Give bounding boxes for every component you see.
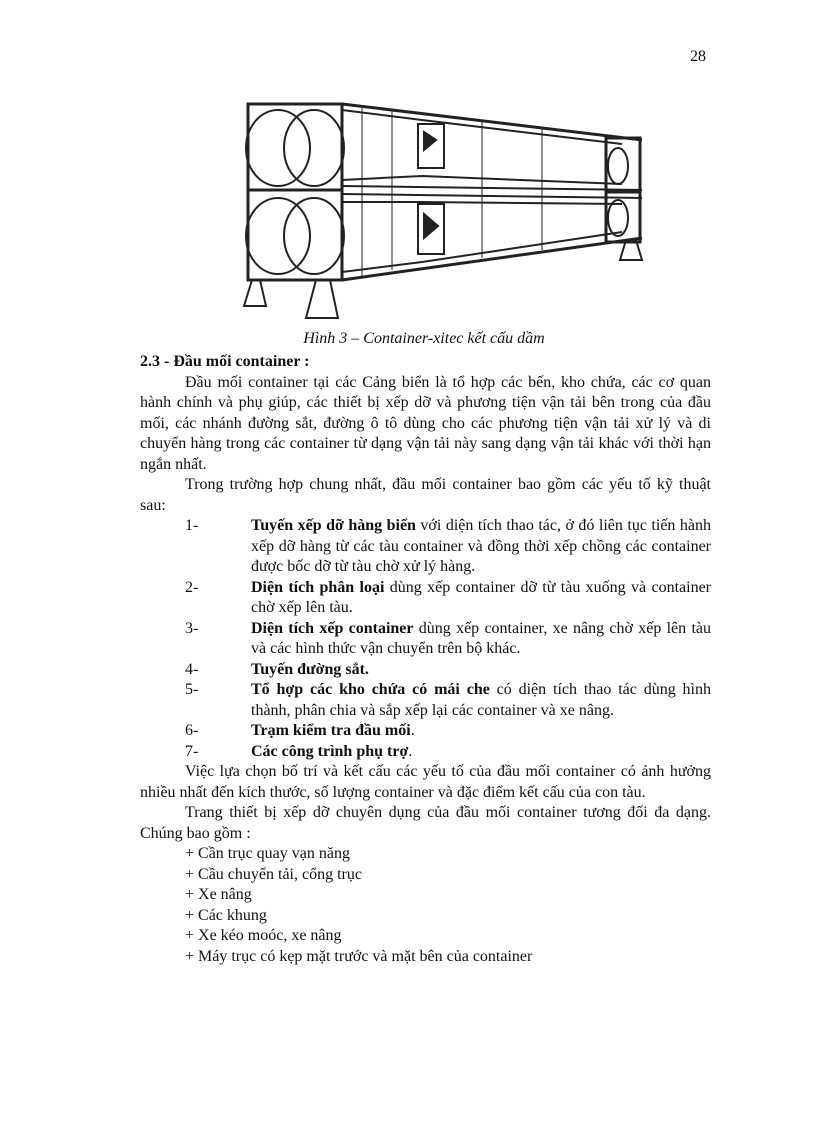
- list-item-number: 7-: [185, 742, 199, 760]
- list-item-text: .: [408, 742, 413, 760]
- paragraph-2: Trong trường hợp chung nhất, đầu mối container bao gồm các yếu tố kỹ thuật sau:: [140, 476, 711, 514]
- section-heading: 2.3 - Đầu mối container :: [140, 353, 310, 370]
- list-item: [140, 721, 711, 742]
- paragraph-4: Trang thiết bị xếp dỡ chuyên dụng của đầu mối container tương đối đa dạng. Chúng bao gồm :: [140, 804, 711, 842]
- list-item-number: 3-: [185, 619, 199, 637]
- list-item: [140, 619, 711, 660]
- list-item: [140, 742, 711, 763]
- list-item-text: .: [410, 722, 415, 739]
- list-item-term: Tổ hợp các kho chứa có mái che: [251, 681, 490, 698]
- list-item-text: dùng xếp container, xe nâng chờ xếp lên tàu và các hình thức vận chuyển trên bộ khác.: [251, 619, 711, 657]
- list-item-term: Tuyến đường sắt.: [251, 660, 369, 678]
- list-item-term: Trạm kiểm tra đầu mối: [251, 722, 411, 739]
- paragraph-3: Việc lựa chọn bố trí và kết cấu các yếu tố của đầu mối container có ảnh hưởng nhiều nhất đến kích thước, số lượng container và đặc điểm kết cấu của con tàu.: [140, 763, 711, 801]
- equipment-item: + Các khung: [185, 906, 267, 924]
- container-tank-figure: [222, 80, 662, 322]
- list-item-number: 2-: [185, 578, 199, 596]
- list-item-text: dùng xếp container dỡ từ tàu xuống và container chờ xếp lên tàu.: [251, 578, 712, 616]
- list-item-number: 4-: [185, 660, 199, 678]
- list-item-term: Các công trình phụ trợ: [251, 742, 409, 760]
- list-item: [140, 660, 711, 681]
- equipment-item: + Máy trục có kẹp mặt trước và mặt bên của container: [185, 947, 533, 965]
- list-item-number: 6-: [185, 722, 199, 739]
- page-number: 28: [690, 48, 706, 65]
- section-body: [140, 352, 711, 967]
- equipment-item: + Xe nâng: [185, 886, 252, 903]
- list-item-text: có diện tích thao tác dùng hình thành, phân chia và sắp xếp lại các container và xe nâng.: [251, 681, 711, 719]
- list-item-number: 5-: [185, 681, 199, 698]
- list-item-term: Tuyến xếp dỡ hàng biển: [251, 517, 416, 534]
- list-item: [140, 578, 711, 619]
- paragraph-1: Đầu mối container tại các Cảng biển là tổ hợp các bến, kho chứa, các cơ quan hành chính và phụ giúp, các thiết bị xếp dỡ và phương tiện vận tải bên trong của đầu mối, các nhánh đường sắt, đường ô tô dùng cho các phương tiện vận tải xử lý và di chuyển hàng trong các container từ dạng vận tải này sang dạng vận tải khác với thời hạn ngắn nhất.: [140, 373, 711, 473]
- figure-caption: Hình 3 – Container-xitec kết cấu dầm: [303, 330, 545, 347]
- equipment-item: + Cần trục quay vạn năng: [185, 845, 350, 862]
- list-item-term: Diện tích phân loại: [251, 578, 385, 596]
- list-item: [140, 680, 711, 721]
- equipment-item: + Cầu chuyển tải, cổng trục: [185, 865, 362, 883]
- list-item: [140, 516, 711, 578]
- list-item-number: 1-: [185, 517, 199, 534]
- equipment-item: + Xe kéo moóc, xe nâng: [185, 927, 342, 944]
- equipment-list: [140, 844, 711, 967]
- list-item-term: Diện tích xếp container: [251, 619, 414, 637]
- list-item-text: với diện tích thao tác, ở đó liên tục tiến hành xếp dỡ hàng từ các tàu container và đồng thời xếp chồng các container được bốc dỡ từ tàu chờ xử lý hàng.: [251, 517, 711, 575]
- technical-elements-list: [140, 516, 711, 762]
